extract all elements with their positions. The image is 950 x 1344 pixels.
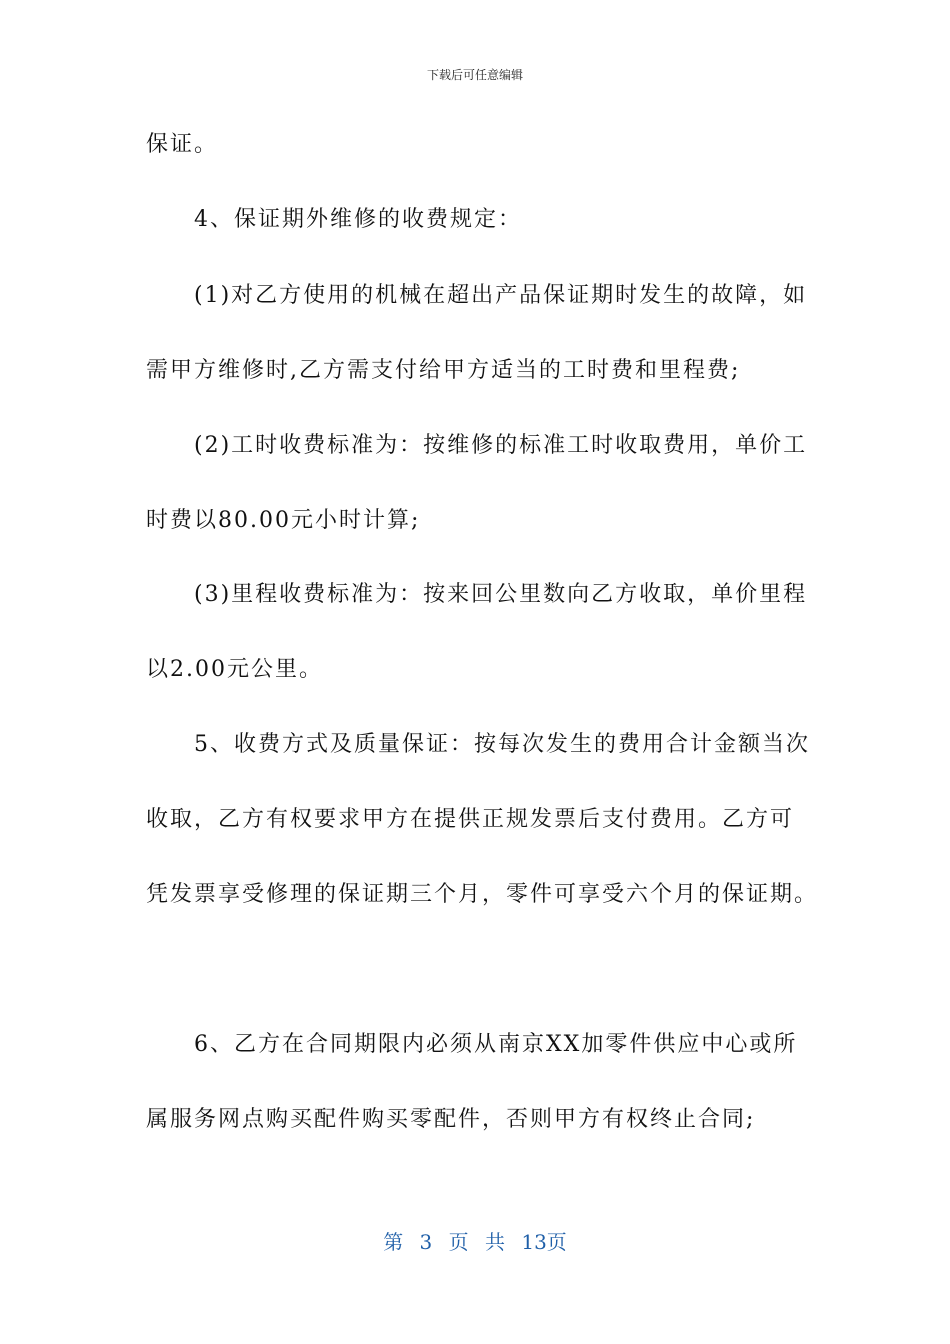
paragraph-line: 属服务网点购买配件购买零配件，否则甲方有权终止合同; <box>146 1107 756 1132</box>
paragraph-line: 保证。 <box>146 132 219 157</box>
paragraph-line: 以2.00元公里。 <box>146 657 323 682</box>
paragraph-line: 时费以80.00元小时计算; <box>146 508 421 533</box>
paragraph-line: (2)工时收费标准为：按维修的标准工时收取费用，单价工 <box>194 433 808 458</box>
paragraph-line: 5、收费方式及质量保证：按每次发生的费用合计金额当次 <box>194 732 810 757</box>
page-number-footer: 第 3 页 共 13页 <box>383 1230 567 1254</box>
paragraph-line: (3)里程收费标准为：按来回公里数向乙方收取，单价里程 <box>194 582 808 607</box>
paragraph-line: 6、乙方在合同期限内必须从南京XX加零件供应中心或所 <box>194 1032 798 1057</box>
paragraph-line: 4、保证期外维修的收费规定： <box>194 207 522 232</box>
paragraph-line: (1)对乙方使用的机械在超出产品保证期时发生的故障，如 <box>194 283 808 308</box>
paragraph-line: 凭发票享受修理的保证期三个月，零件可享受六个月的保证期。 <box>146 882 819 907</box>
paragraph-line: 需甲方维修时,乙方需支付给甲方适当的工时费和里程费; <box>146 358 741 383</box>
page-header-note: 下载后可任意编辑 <box>426 68 523 82</box>
paragraph-line: 收取，乙方有权要求甲方在提供正规发票后支付费用。乙方可 <box>146 807 795 832</box>
